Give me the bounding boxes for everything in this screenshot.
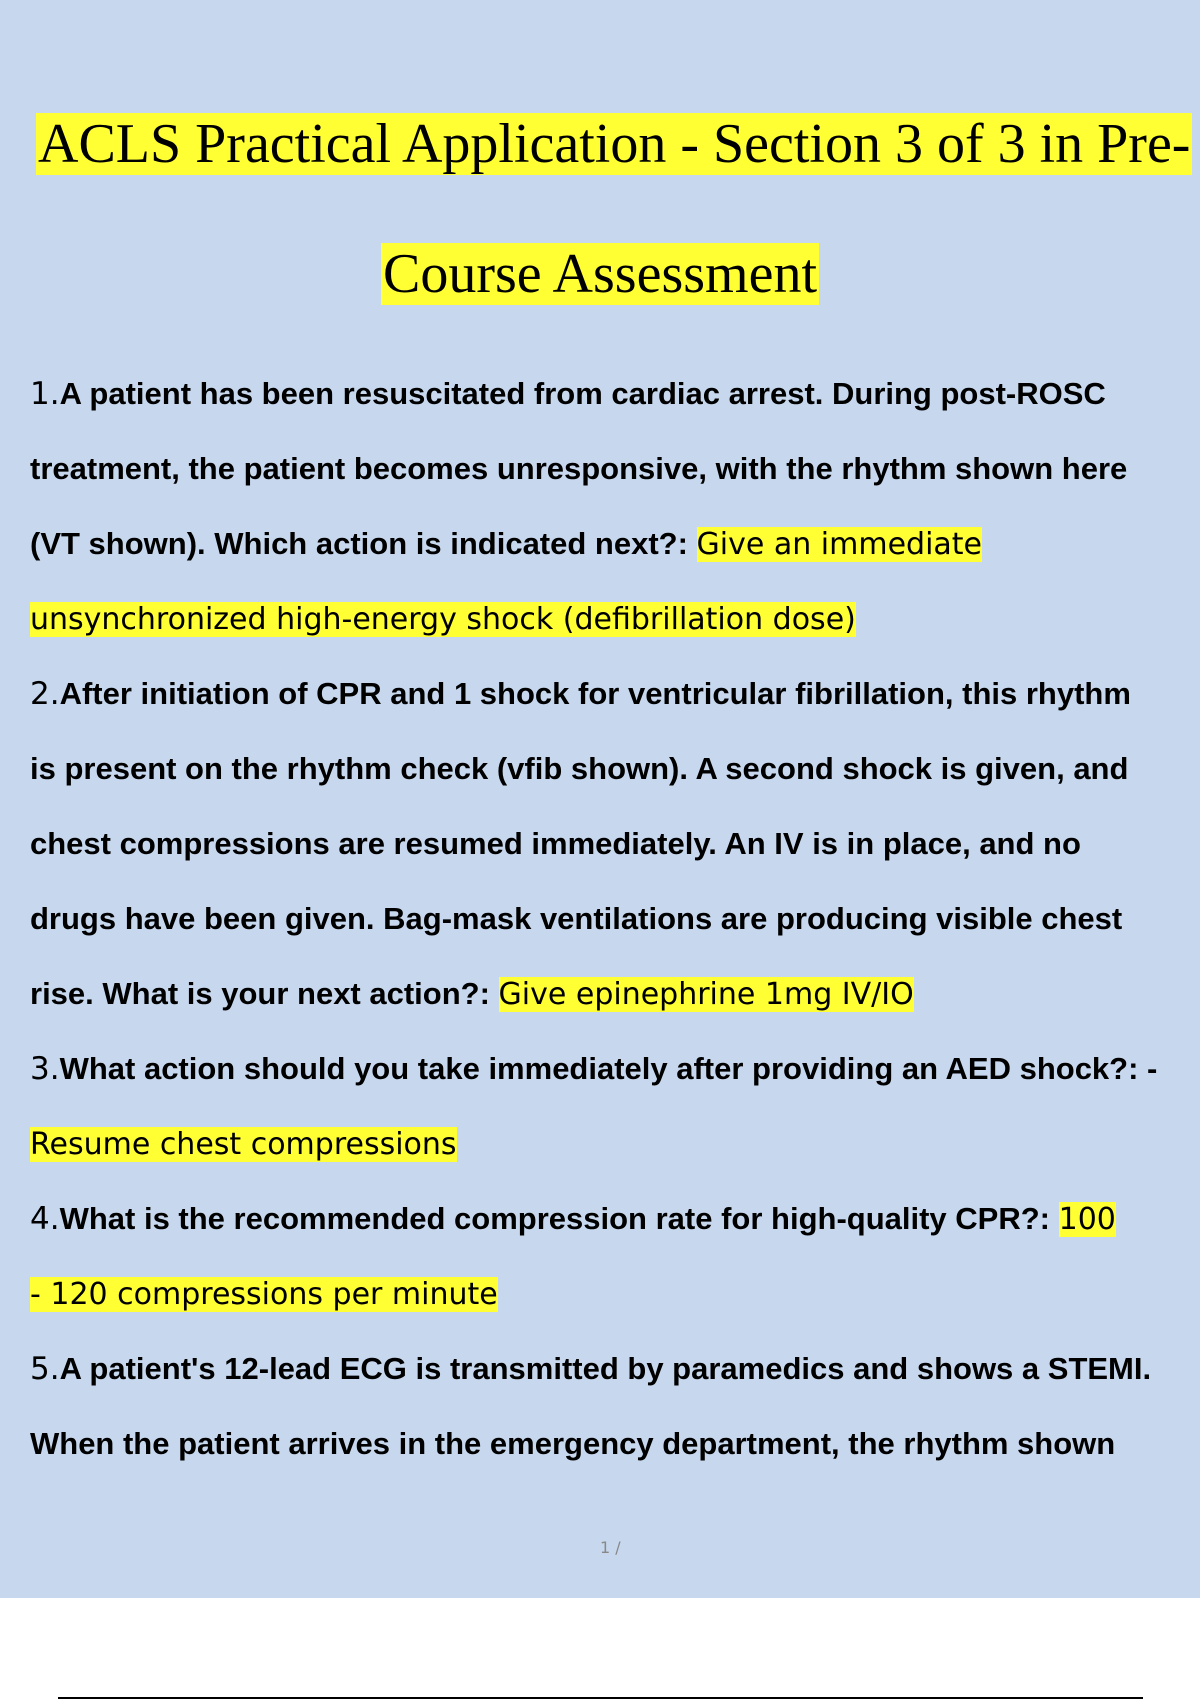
question-2-line-3 [30,806,1200,881]
question-4-line-1 [30,1181,1200,1256]
question-number: 3. [30,1051,60,1087]
question-text: What is the recommended compression rate for high-quality CPR?: [59,1201,1059,1236]
question-2-line-4 [30,881,1200,956]
question-3-line-2 [30,1106,1200,1181]
footer-divider [58,1697,1143,1699]
question-2-line-1 [30,656,1200,731]
question-list [30,356,1200,1481]
question-number: 5. [30,1351,60,1387]
question-text: When the patient arrives in the emergency department, the rhythm shown [30,1426,1116,1461]
question-1-line-4 [30,581,1200,656]
answer-highlight: unsynchronized high-energy shock (defibrillation dose) [30,602,856,637]
question-text: drugs have been given. Bag-mask ventilations are producing visible chest [30,901,1123,936]
question-text: rise. What is your next action?: [30,976,499,1011]
answer-highlight: Give an immediate [696,527,983,562]
question-1-line-1 [30,356,1200,431]
document-title-line-2: Course Assessment [383,243,817,305]
question-2-line-5 [30,956,1200,1031]
question-3-line-1 [30,1031,1200,1106]
question-text: After initiation of CPR and 1 shock for ventricular fibrillation, this rhythm [59,676,1131,711]
answer-highlight: Resume chest compressions [30,1127,457,1162]
answer-highlight: Give epinephrine 1mg IV/IO [498,977,914,1012]
question-1-line-2 [30,431,1200,506]
question-number: 4. [30,1201,60,1237]
question-number: 1. [30,376,60,412]
question-text: What action should you take immediately after providing an AED shock?: - [59,1051,1158,1086]
question-5-line-2 [30,1406,1200,1481]
question-text: (VT shown). Which action is indicated next?: [30,526,697,561]
question-5-line-1 [30,1331,1200,1406]
question-text: is present on the rhythm check (vfib shown). A second shock is given, and [30,751,1129,786]
question-text: A patient's 12-lead ECG is transmitted by paramedics and shows a STEMI. [59,1351,1152,1386]
page-number: 1 / [600,1538,621,1557]
question-1-line-3 [30,506,1200,581]
question-4-line-2 [30,1256,1200,1331]
question-text: treatment, the patient becomes unresponsive, with the rhythm shown here [30,451,1128,486]
question-text: A patient has been resuscitated from cardiac arrest. During post-ROSC [59,376,1106,411]
question-2-line-2 [30,731,1200,806]
question-number: 2. [30,676,60,712]
question-text: chest compressions are resumed immediately. An IV is in place, and no [30,826,1081,861]
document-title-line-1: ACLS Practical Application - Section 3 of 3 in Pre- [38,113,1191,175]
answer-highlight: 100 [1058,1202,1116,1237]
answer-highlight: - 120 compressions per minute [30,1277,498,1312]
